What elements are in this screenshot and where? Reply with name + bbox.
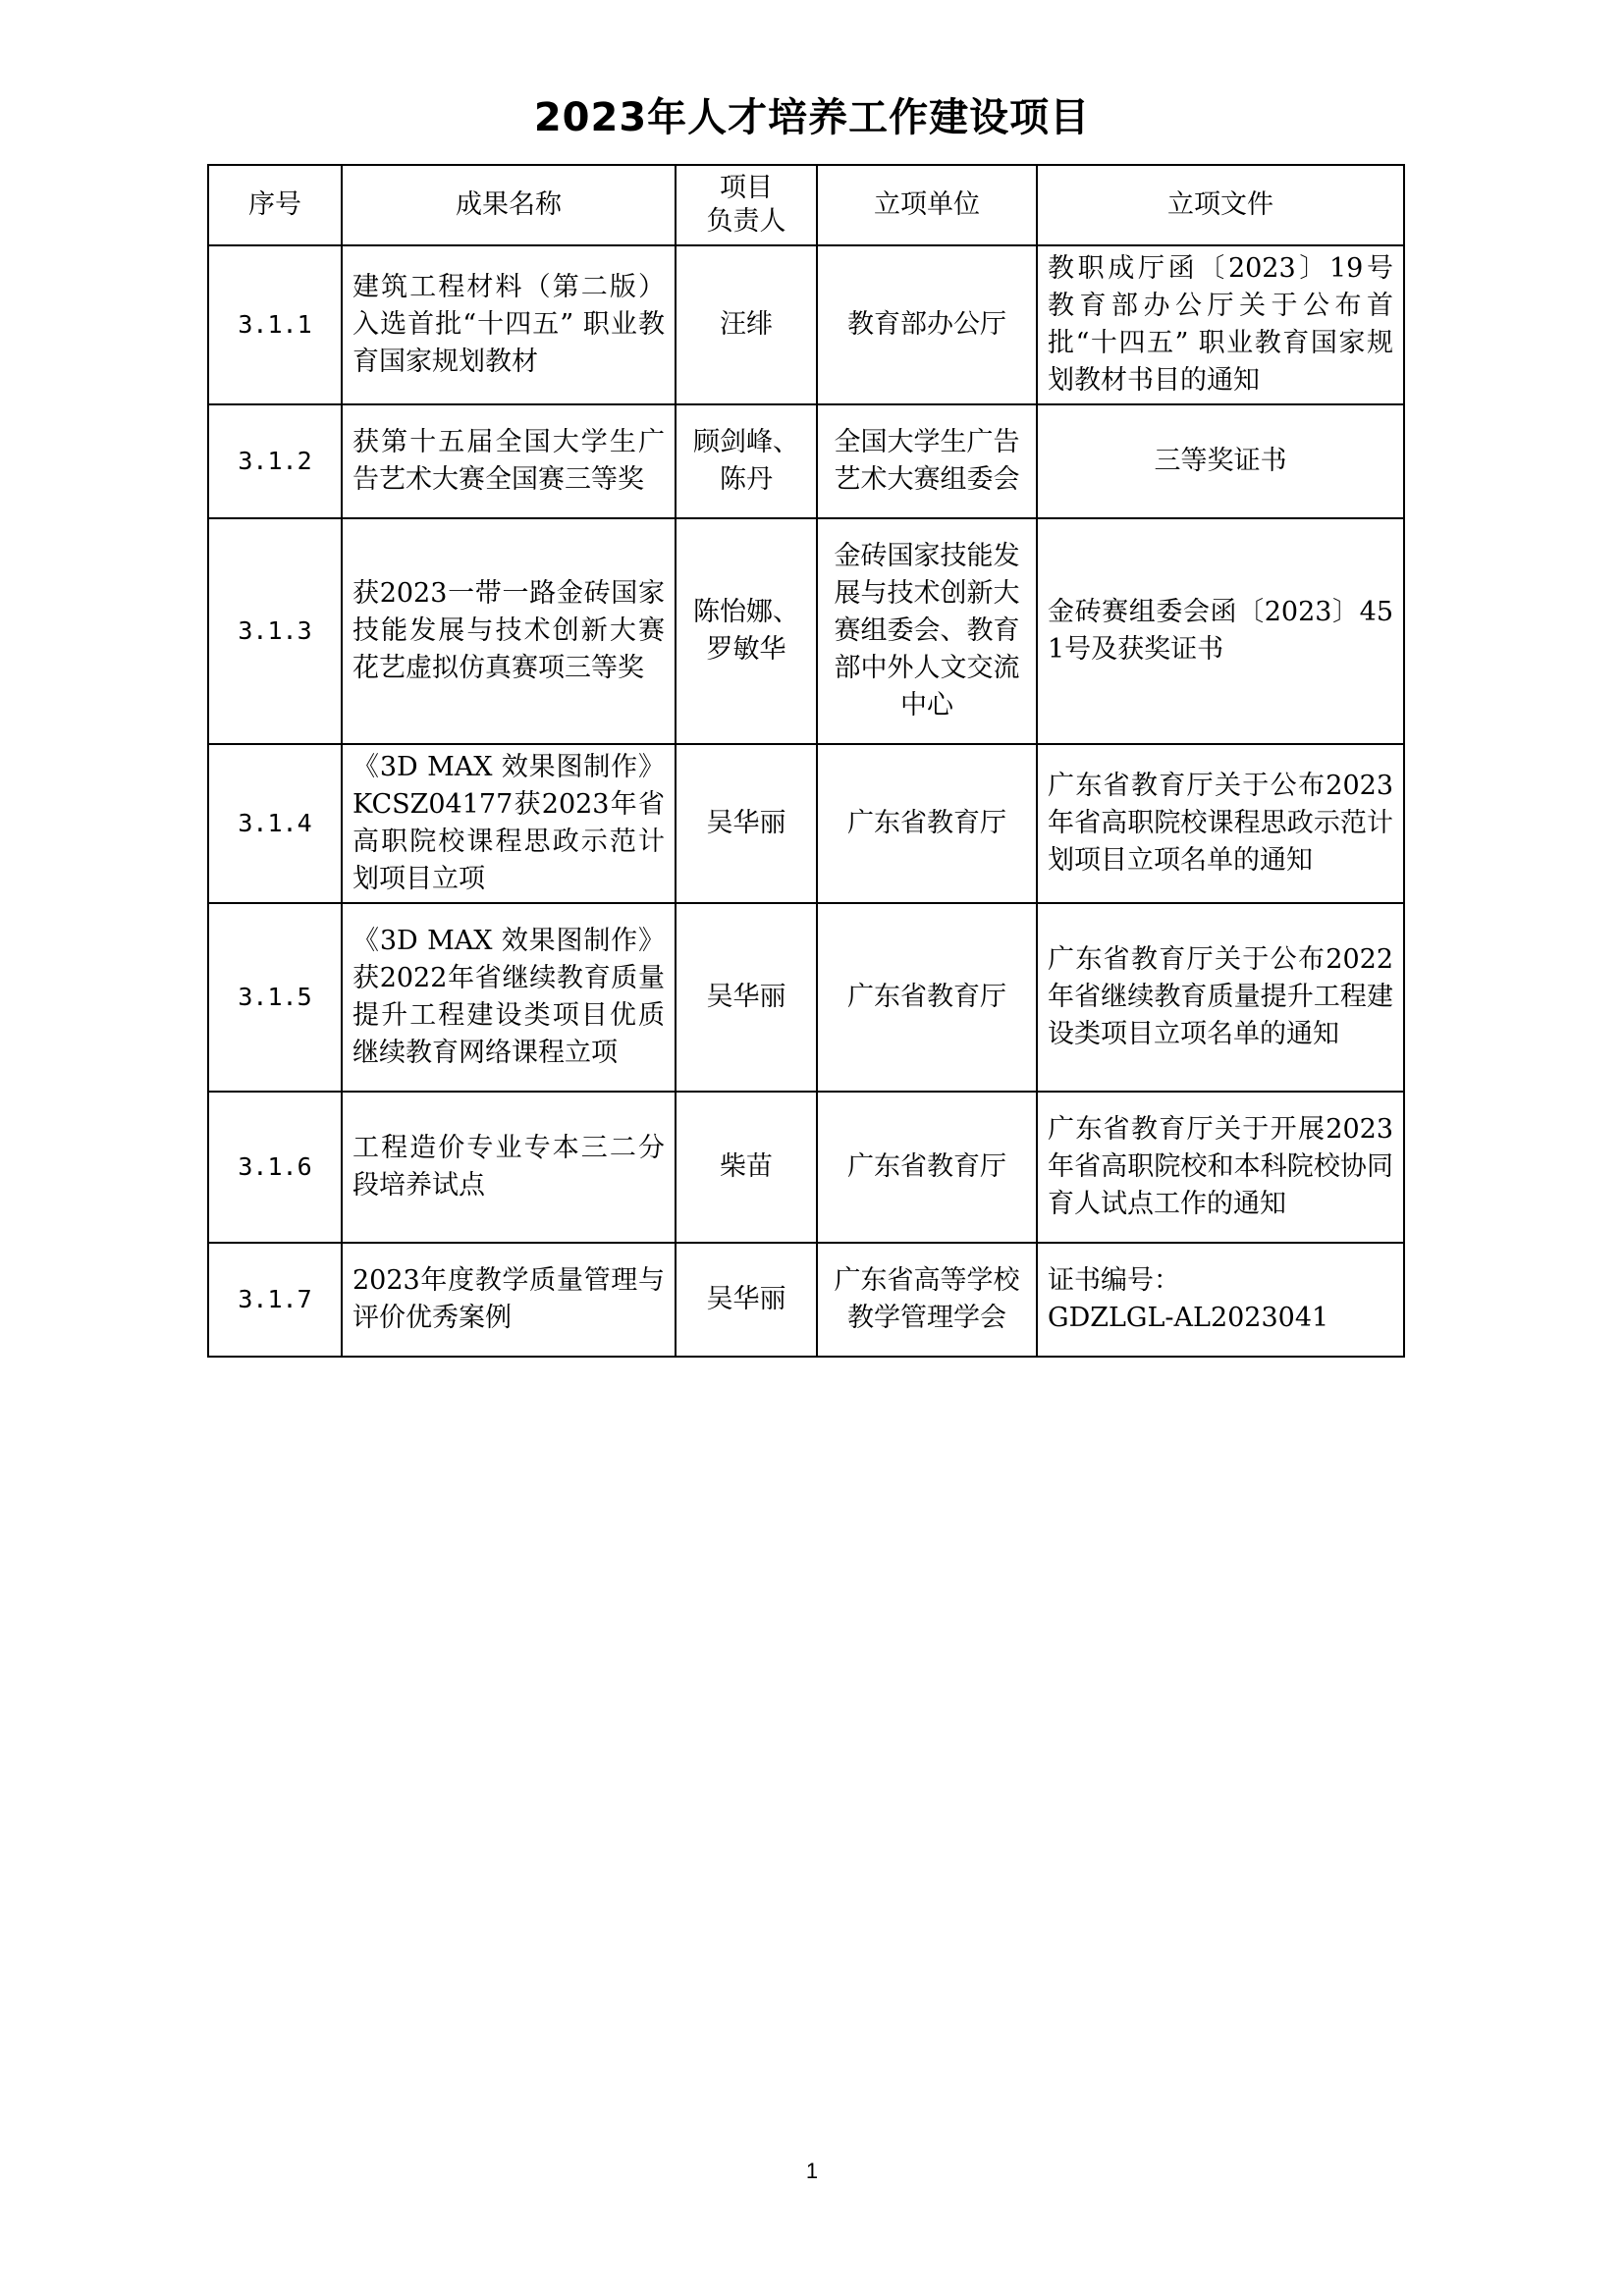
cell-approving-unit: 金砖国家技能发展与技术创新大赛组委会、教育部中外人文交流中心 (817, 518, 1037, 744)
page-number: 1 (805, 2159, 819, 2183)
header-approval-document: 立项文件 (1037, 165, 1404, 245)
cell-achievement-name: 《3D MAX 效果图制作》KCSZ04177获2023年省高职院校课程思政示范计划项目立项 (342, 744, 676, 903)
table-row (208, 903, 1404, 1092)
cell-serial-number: 3.1.4 (208, 744, 342, 903)
table-row (208, 518, 1404, 744)
cell-approving-unit: 教育部办公厅 (817, 245, 1037, 404)
header-project-leader: 项目 负责人 (676, 165, 817, 245)
cell-serial-number: 3.1.3 (208, 518, 342, 744)
cell-achievement-name: 获2023一带一路金砖国家技能发展与技术创新大赛花艺虚拟仿真赛项三等奖 (342, 518, 676, 744)
table-row (208, 404, 1404, 518)
cell-approving-unit: 广东省教育厅 (817, 744, 1037, 903)
cell-approval-document: 广东省教育厅关于公布2022年省继续教育质量提升工程建设类项目立项名单的通知 (1037, 903, 1404, 1092)
cell-achievement-name: 2023年度教学质量管理与评价优秀案例 (342, 1243, 676, 1357)
cell-project-leader: 汪绯 (676, 245, 817, 404)
cell-approving-unit: 广东省高等学校教学管理学会 (817, 1243, 1037, 1357)
table-row (208, 1243, 1404, 1357)
cell-approval-document: 广东省教育厅关于开展2023年省高职院校和本科院校协同育人试点工作的通知 (1037, 1092, 1404, 1243)
cell-approving-unit: 全国大学生广告艺术大赛组委会 (817, 404, 1037, 518)
cell-serial-number: 3.1.7 (208, 1243, 342, 1357)
cell-approval-document: 广东省教育厅关于公布2023年省高职院校课程思政示范计划项目立项名单的通知 (1037, 744, 1404, 903)
header-approving-unit: 立项单位 (817, 165, 1037, 245)
cell-approval-document: 金砖赛组委会函〔2023〕451号及获奖证书 (1037, 518, 1404, 744)
cell-achievement-name: 建筑工程材料（第二版）入选首批“十四五” 职业教育国家规划教材 (342, 245, 676, 404)
table-row (208, 1092, 1404, 1243)
header-achievement-name: 成果名称 (342, 165, 676, 245)
table-row (208, 744, 1404, 903)
cell-project-leader: 吴华丽 (676, 1243, 817, 1357)
cell-serial-number: 3.1.2 (208, 404, 342, 518)
cell-project-leader: 吴华丽 (676, 903, 817, 1092)
cell-serial-number: 3.1.5 (208, 903, 342, 1092)
project-table (207, 164, 1405, 1358)
cell-achievement-name: 工程造价专业专本三二分段培养试点 (342, 1092, 676, 1243)
cell-approving-unit: 广东省教育厅 (817, 1092, 1037, 1243)
cell-serial-number: 3.1.1 (208, 245, 342, 404)
header-serial-number: 序号 (208, 165, 342, 245)
cell-serial-number: 3.1.6 (208, 1092, 342, 1243)
cell-project-leader: 吴华丽 (676, 744, 817, 903)
table-row (208, 245, 1404, 404)
table-header-row (208, 165, 1404, 245)
cell-approval-document: 教职成厅函〔2023〕19号 教育部办公厅关于公布首批“十四五” 职业教育国家规划教材书目的通知 (1037, 245, 1404, 404)
cell-achievement-name: 《3D MAX 效果图制作》获2022年省继续教育质量提升工程建设类项目优质继续教育网络课程立项 (342, 903, 676, 1092)
cell-project-leader: 顾剑峰、陈丹 (676, 404, 817, 518)
cell-approval-document: 三等奖证书 (1037, 404, 1404, 518)
page-title: 2023年人才培养工作建设项目 (533, 95, 1091, 140)
cell-project-leader: 柴苗 (676, 1092, 817, 1243)
cell-achievement-name: 获第十五届全国大学生广告艺术大赛全国赛三等奖 (342, 404, 676, 518)
cell-approving-unit: 广东省教育厅 (817, 903, 1037, 1092)
cell-project-leader: 陈怡娜、罗敏华 (676, 518, 817, 744)
cell-approval-document: 证书编号： GDZLGL-AL2023041 (1037, 1243, 1404, 1357)
